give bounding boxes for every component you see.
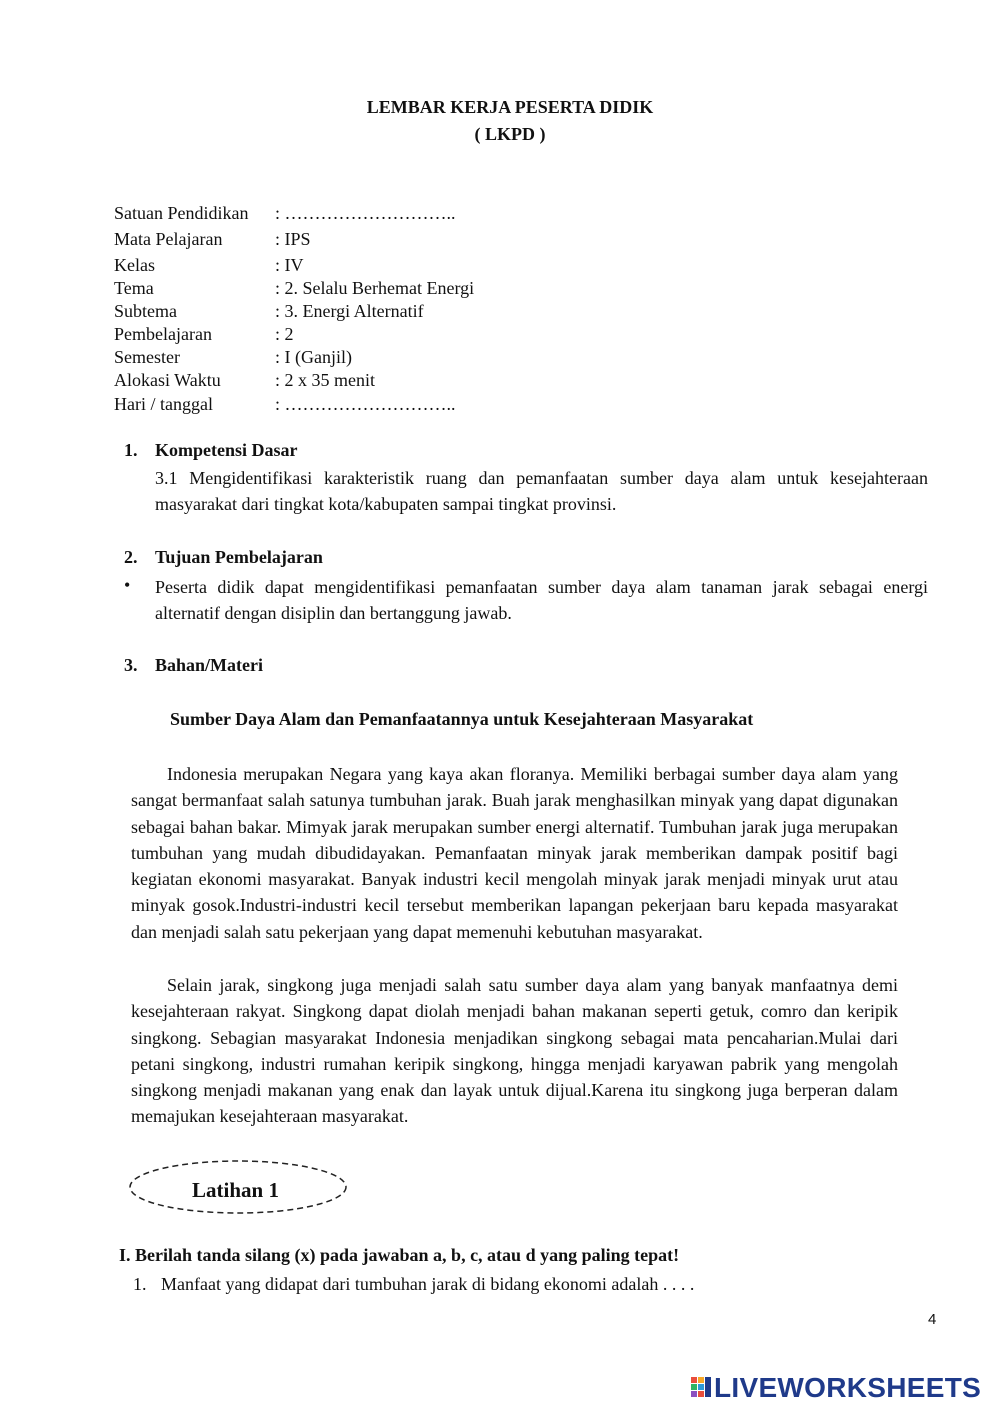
kompetensi-text: 3.1 Mengidentifikasi karakteristik ruang dan pemanfaatan sumber daya alam untuk kesejahteraan masyarakat dari tingkat kota/kabupaten sampai tingkat provinsi. [155, 468, 928, 514]
identity-value: : ……………………….. [275, 203, 456, 223]
identity-value: : IPS [275, 229, 311, 249]
identity-value: : ……………………….. [275, 394, 456, 414]
page-number: 4 [928, 1311, 937, 1328]
identity-row [114, 347, 352, 368]
identity-label: Semester [114, 347, 180, 367]
identity-value: : 2. Selalu Berhemat Energi [275, 278, 475, 298]
identity-row [114, 203, 456, 224]
section-title: Bahan/Materi [155, 655, 263, 675]
identity-label: Tema [114, 278, 154, 298]
section-heading-kompetensi [124, 440, 298, 461]
materi-paragraph-1: Indonesia merupakan Negara yang kaya akan floranya. Memiliki berbagai sumber daya alam yang sangat bermanfaat salah satunya tumbuhan jarak. Buah jarak menghasilkan minyak yang dapat digunakan sebagai bahan bakar. Mimyak jarak merupakan sumber energi alternatif. Tumbuhan jarak juga merupakan tumbuhan yang mudah dibudidayakan. Pemanfaatan minyak jarak memberikan dampak positif bagi kegiatan ekonomi masyarakat. Banyak industri kecil mengolah minyak jarak menjadi minyak urut atau minyak gosok.Industri-industri kecil tersebut memberikan lapangan pekerjaan baru kepada masyarakat dan menjadi salah satu pekerjaan yang dapat memenuhi kebutuhan masyarakat. [131, 764, 898, 942]
identity-value: : IV [275, 255, 304, 275]
section-title: Kompetensi Dasar [155, 440, 298, 460]
materi-title: Sumber Daya Alam dan Pemanfaatannya untuk Kesejahteraan Masyarakat [170, 709, 754, 729]
question-text: Manfaat yang didapat dari tumbuhan jarak di bidang ekonomi adalah . . . . [161, 1274, 695, 1294]
identity-row [114, 370, 375, 391]
identity-label: Mata Pelajaran [114, 229, 223, 249]
exercise-instruction: I. Berilah tanda silang (x) pada jawaban a, b, c, atau d yang paling tepat! [119, 1245, 680, 1265]
section-number: 1. [124, 440, 138, 460]
section-number: 2. [124, 547, 138, 567]
identity-value: : 2 x 35 menit [275, 370, 375, 390]
identity-row [114, 255, 304, 276]
identity-row [114, 394, 456, 415]
identity-label: Alokasi Waktu [114, 370, 221, 390]
identity-label: Hari / tanggal [114, 394, 213, 414]
liveworksheets-logo-icon [690, 1375, 712, 1401]
latihan-label: Latihan 1 [192, 1178, 279, 1202]
section-title: Tujuan Pembelajaran [155, 547, 323, 567]
question-item [133, 1274, 694, 1295]
identity-label: Kelas [114, 255, 155, 275]
section-heading-materi [124, 655, 263, 676]
identity-label: Subtema [114, 301, 177, 321]
identity-value: : 3. Energi Alternatif [275, 301, 424, 321]
identity-value: : 2 [275, 324, 294, 344]
identity-value: : I (Ganjil) [275, 347, 352, 367]
identity-label: Pembelajaran [114, 324, 212, 344]
materi-paragraph-2: Selain jarak, singkong juga menjadi salah satu sumber daya alam yang banyak manfaatnya demi kesejahteraan rakyat. Singkong dapat diolah menjadi bahan makanan seperti getuk, comro dan keripik singkong. Sebagian masyarakat Indonesia menjadikan singkong sebagai mata pencaharian.Mulai dari petani singkong, industri rumahan keripik singkong, hingga menjadi karyawan pabrik yang mengolah singkong menjadi makanan yang enak dan layak untuk dijual.Karena itu singkong juga berperan dalam memajukan kesejahteraan masyarakat. [131, 975, 898, 1127]
section-heading-tujuan [124, 547, 323, 568]
identity-row [114, 301, 424, 322]
document-subtitle: ( LKPD ) [474, 124, 546, 144]
identity-row [114, 278, 474, 299]
identity-row [114, 324, 294, 345]
section-number: 3. [124, 655, 138, 675]
brand-text: LIVEWORKSHEETS [714, 1372, 982, 1403]
document-title: LEMBAR KERJA PESERTA DIDIK [366, 97, 654, 117]
tujuan-text: Peserta didik dapat mengidentifikasi pemanfaatan sumber daya alam tanaman jarak sebagai energi alternatif dengan disiplin dan bertanggung jawab. [155, 577, 928, 623]
identity-row [114, 229, 311, 250]
identity-label: Satuan Pendidikan [114, 203, 249, 223]
bullet-icon: • [124, 575, 131, 595]
liveworksheets-brand[interactable] [690, 1374, 981, 1402]
question-number: 1. [133, 1274, 147, 1294]
